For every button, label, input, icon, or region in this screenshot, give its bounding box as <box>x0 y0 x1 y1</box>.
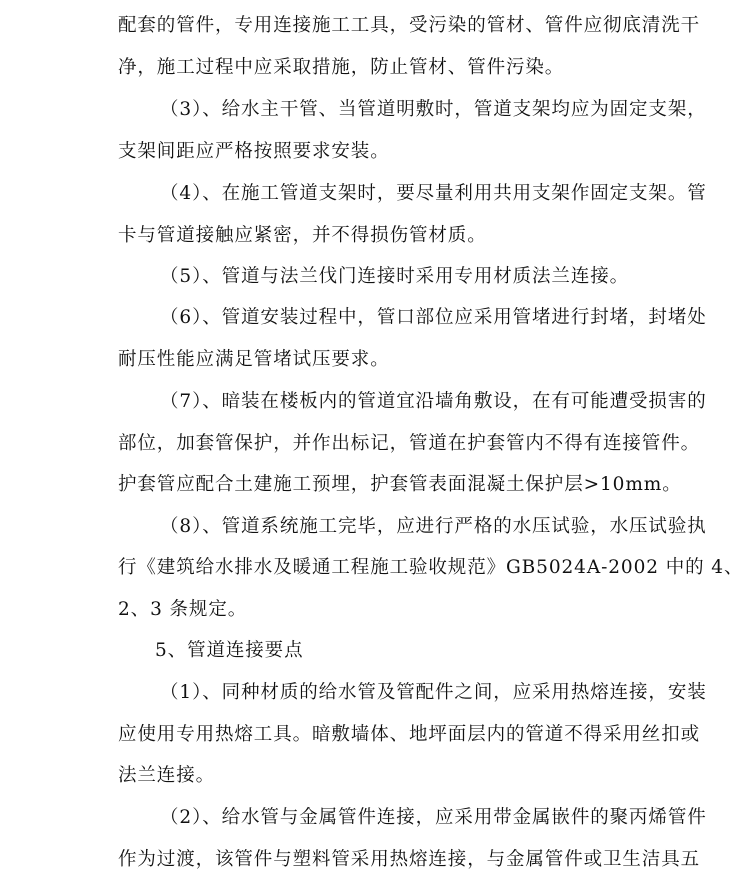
text-line: 作为过渡，该管件与塑料管采用热熔连接，与金属管件或卫生洁具五 <box>118 849 701 870</box>
text-line: 行《建筑给水排水及暖通工程施工验收规范》GB5024A-2002 中的 4、 <box>118 557 744 578</box>
text-line: 法兰连接。 <box>118 765 216 786</box>
text-line: （4）、在施工管道支架时，要尽量利用共用支架作固定支架。管 <box>160 183 707 204</box>
text-line: 耐压性能应满足管堵试压要求。 <box>118 349 390 370</box>
text-line: 2、3 条规定。 <box>118 599 248 620</box>
text-line: 应使用专用热熔工具。暗敷墙体、地坪面层内的管道不得采用丝扣或 <box>118 724 701 745</box>
text-line: （7）、暗装在楼板内的管道宜沿墙角敷设，在有可能遭受损害的 <box>160 391 707 412</box>
text-line: 净，施工过程中应采取措施，防止管材、管件污染。 <box>118 57 565 78</box>
text-line: （1）、同种材质的给水管及管配件之间，应采用热熔连接，安装 <box>160 682 707 703</box>
text-line: （8）、管道系统施工完毕，应进行严格的水压试验，水压试验执 <box>160 516 707 537</box>
text-line: （2）、给水管与金属管件连接，应采用带金属嵌件的聚丙烯管件 <box>160 807 707 828</box>
text-line: 部位，加套管保护，并作出标记，管道在护套管内不得有连接管件。 <box>118 433 701 454</box>
section-heading: 5、管道连接要点 <box>155 640 304 661</box>
text-line: （5）、管道与法兰伐门连接时采用专用材质法兰连接。 <box>160 266 630 287</box>
text-line: （3）、给水主干管、当管道明敷时，管道支架均应为固定支架， <box>160 99 707 120</box>
text-line: 配套的管件，专用连接施工工具，受污染的管材、管件应彻底清洗干 <box>118 15 701 36</box>
text-line: 护套管应配合土建施工预埋，护套管表面混凝土保护层>10mm。 <box>118 474 682 495</box>
text-line: 卡与管道接触应紧密，并不得损伤管材质。 <box>118 225 487 246</box>
text-line: 支架间距应严格按照要求安装。 <box>118 141 390 162</box>
text-line: （6）、管道安装过程中，管口部位应采用管堵进行封堵，封堵处 <box>160 307 707 328</box>
